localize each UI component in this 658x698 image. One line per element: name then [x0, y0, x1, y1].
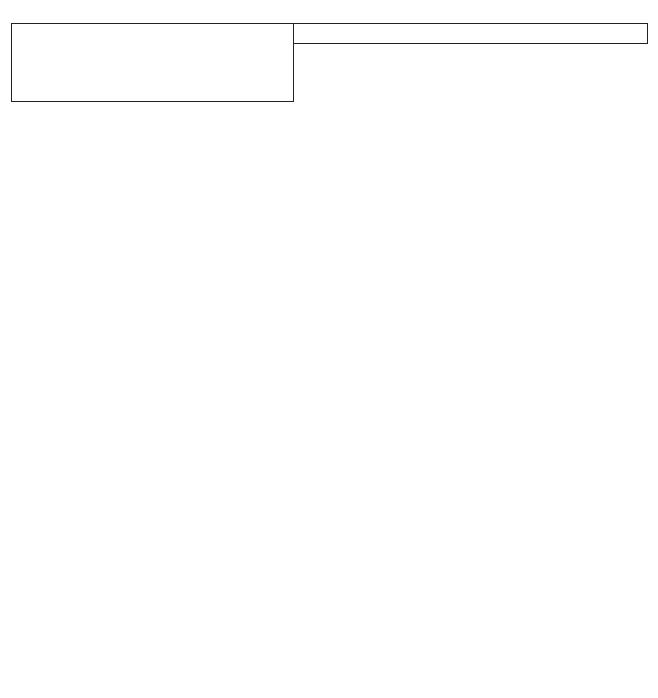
periodicity-header [294, 24, 648, 44]
maintenance-table [11, 23, 648, 102]
work-name-header [12, 24, 294, 102]
